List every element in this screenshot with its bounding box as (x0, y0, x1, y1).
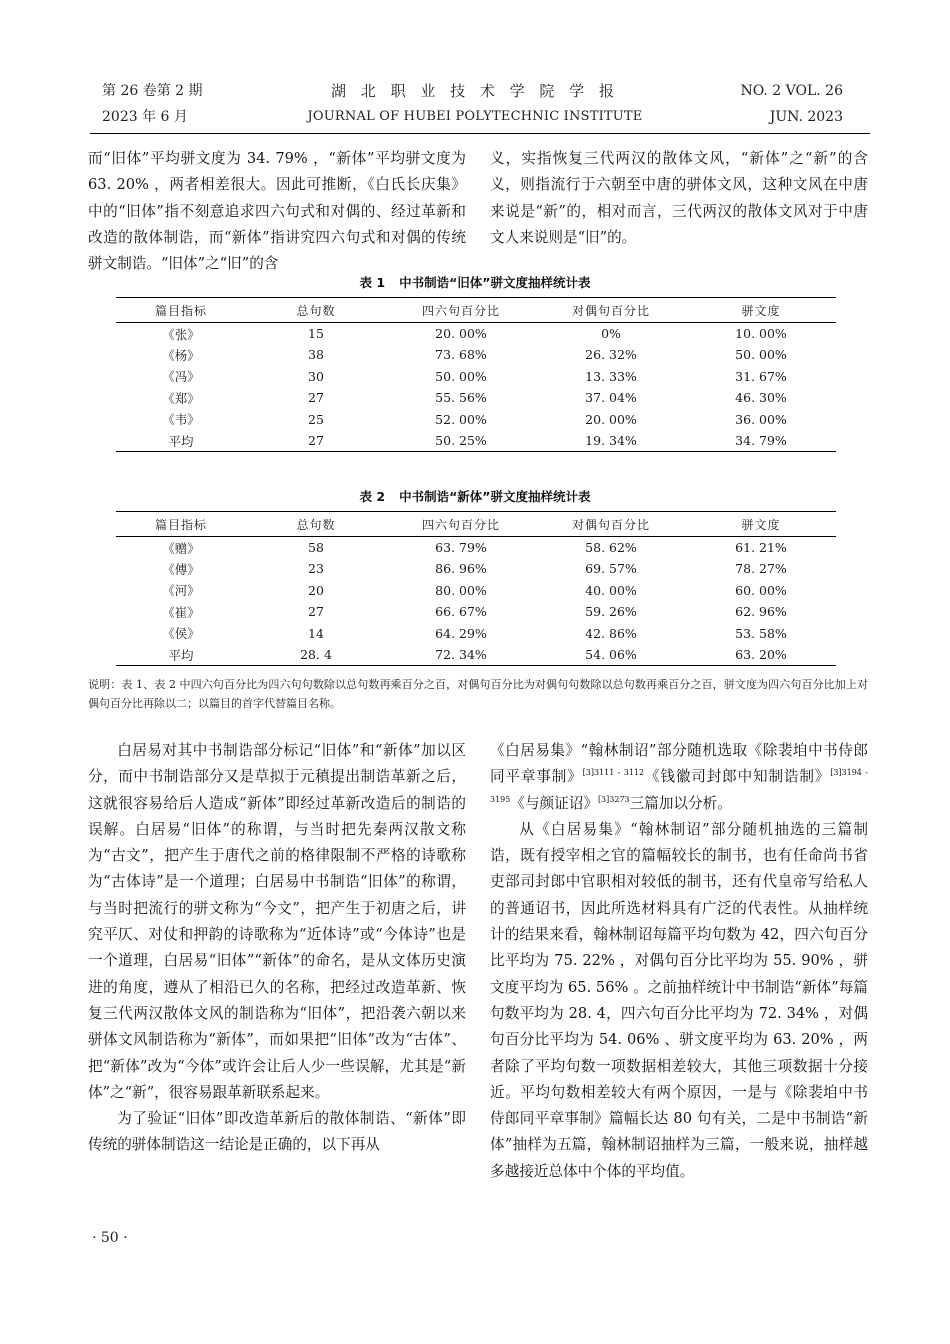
table-row (116, 580, 836, 602)
table-cell: 54. 06% (536, 644, 686, 666)
table1-caption (0, 273, 950, 291)
table-cell: 63. 79% (435, 540, 487, 555)
table-cell: 55. 56% (435, 390, 487, 406)
table-cell: 78. 27% (735, 561, 787, 577)
table-row (116, 623, 836, 645)
column-header: 四六句百分比 (386, 512, 536, 537)
table-cell: 20. 00% (585, 411, 637, 427)
table-row-average (116, 644, 836, 666)
issue-number-en: NO. 2 VOL. 26 (740, 83, 843, 99)
table-cell: 36. 00% (735, 411, 787, 427)
table-cell: 《杨》 (162, 347, 200, 363)
table-cell: 0% (601, 326, 621, 341)
paragraph: 白居易对其中书制诰部分标记“旧体”和“新体”加以区分，而中书制诰部分又是草拟于元稹提出制诰革新之后，这就很容易给后人造成“新体”即经过革新改造后的制诰的误解。白居易“旧体”的称谓，与当时把先秦两汉散文称为“古文”，把产生于唐代之前的格律限制不严格的诗歌称为“古体诗”是一个道理；白居易中书制诰“旧体”的称谓，与当时把流行的骈文称为“今文”，把产生于初唐之后，讲究平仄、对仗和押韵的诗歌称为“近体诗”或“今体诗”也是一个道理，白居易“旧体”“新体”的命名，是从文体历史演进的角度，遵从了相沿已久的名称，把经过改造革新、恢复三代两汉散体文风的制诰称为“旧体”，把沿袭六朝以来骈体文风制诰称为“新体”，而如果把“旧体”改为“古体”、把“新体”改为“今体”或许会让后人少一些误解，尤其是“新体”之“新”，很容易跟革新联系起来。 (88, 742, 466, 1101)
table-cell: 《傅》 (162, 561, 200, 577)
table-cell: 50. 00% (735, 347, 787, 363)
table-row (116, 537, 836, 559)
table-cell: 平均 (116, 430, 246, 452)
table-cell: 15 (308, 326, 324, 341)
table-cell: 20 (308, 582, 324, 598)
table2-caption (0, 487, 950, 505)
column-header: 篇目指标 (116, 298, 246, 323)
table-cell: 10. 00% (735, 326, 787, 341)
table-cell: 《韦》 (162, 412, 200, 428)
table-cell: 《河》 (162, 583, 200, 599)
date-en: JUN. 2023 (769, 109, 843, 125)
paragraph: 义，实指恢复三代两汉的散体文风，“新体”之“新”的含义，则指流行于六朝至中唐的骈体文风，这种文风在中唐来说是“新”的，相对而言，三代两汉的散体文风对于中唐文人来说则是“旧”的。 (490, 150, 868, 246)
header-rule (90, 133, 870, 134)
top-text-right (490, 146, 868, 251)
column-header: 总句数 (246, 298, 386, 323)
table-cell: 37. 04% (585, 390, 637, 406)
table-cell: 64. 29% (435, 625, 487, 641)
body-right-column (490, 738, 868, 1185)
column-header: 篇目指标 (116, 512, 246, 537)
table-cell: 《郑》 (162, 390, 200, 406)
paragraph: 为了验证“旧体”即改造革新后的散体制诰、“新体”即传统的骈体制诰这一结论是正确的，以下再从 (88, 1110, 466, 1154)
text-run: 《白居易集》“翰林制诏”部分随机选取《除裴垍中书侍郎同平章事制》 (490, 742, 868, 786)
table-cell: 27 (308, 390, 324, 406)
table-cell: 52. 00% (435, 411, 487, 427)
table-cell: 50. 00% (435, 368, 487, 384)
table-cell: 14 (308, 625, 324, 641)
table-cell: 42. 86% (585, 625, 637, 641)
table-cell: 34. 79% (686, 430, 836, 452)
table-cell: 《张》 (162, 326, 200, 342)
table-row-average (116, 430, 836, 452)
table-cell: 13. 33% (585, 368, 637, 384)
table1-title: 中书制诰“旧体”骈文度抽样统计表 (399, 275, 591, 290)
table-cell: 66. 67% (435, 604, 487, 620)
table-cell: 53. 58% (735, 625, 787, 641)
table-cell: 61. 21% (735, 540, 787, 555)
table-cell: 38 (308, 347, 324, 363)
journal-title-en: JOURNAL OF HUBEI POLYTECHNIC INSTITUTE (307, 109, 643, 124)
table-row (116, 323, 836, 345)
table-cell: 平均 (116, 644, 246, 666)
page-number: · 50 · (92, 1230, 128, 1246)
table-row (116, 344, 836, 366)
column-header: 对偶句百分比 (536, 298, 686, 323)
table-cell: 58. 62% (585, 540, 637, 555)
paragraph (490, 738, 868, 817)
table-cell: 25 (308, 411, 324, 427)
column-header: 对偶句百分比 (536, 512, 686, 537)
table-cell: 28. 4 (246, 644, 386, 666)
table-note: 说明：表 1、表 2 中四六句百分比为四六句句数除以总句数再乘百分之百，对偶句百分比为对偶句句数除以总句数再乘百分之百，骈文度为四六句百分比加上对偶句百分比再除以二；以篇目的首字代替篇目名称。 (88, 678, 868, 710)
citation: [3]3111 - 3112 (582, 768, 645, 778)
table-cell: 23 (308, 561, 324, 577)
table-cell: 《崔》 (162, 604, 200, 620)
table-cell: 27 (246, 430, 386, 452)
table-cell: 58 (308, 540, 324, 555)
column-header: 骈文度 (686, 298, 836, 323)
journal-title-cn: 湖 北 职 业 技 术 学 院 学 报 (331, 82, 619, 100)
table-cell: 26. 32% (585, 347, 637, 363)
table-cell: 72. 34% (386, 644, 536, 666)
table-cell: 62. 96% (735, 604, 787, 620)
table-header-row (116, 298, 836, 323)
paragraph: 而“旧体”平均骈文度为 34. 79% ，“新体”平均骈文度为 63. 20% ，两者相差很大。因此可推断，《白氏长庆集》中的“旧体”指不刻意追求四六句式和对偶的、经过革新和改造的散体制诰，而“新体”指讲究四六句式和对偶的传统骈文制诰。“旧体”之“旧”的含 (88, 150, 466, 273)
table-cell: 40. 00% (585, 582, 637, 598)
body-left-column (88, 738, 466, 1159)
table-cell: 《侯》 (162, 626, 200, 642)
table-cell: 80. 00% (435, 582, 487, 598)
table-row (116, 366, 836, 388)
table-cell: 59. 26% (585, 604, 637, 620)
text-run: 《钱徽司封郎中知制诰制》 (644, 768, 831, 786)
text-run: 三篇加以分析。 (629, 794, 732, 812)
table2-title: 中书制诰“新体”骈文度抽样统计表 (399, 489, 591, 504)
table-cell: 27 (308, 604, 324, 620)
table-cell: 63. 20% (686, 644, 836, 666)
table-row (116, 601, 836, 623)
table-cell: 69. 57% (585, 561, 637, 577)
table-row (116, 387, 836, 409)
table-cell: 86. 96% (435, 561, 487, 577)
table-header-row (116, 512, 836, 537)
table-cell: 《赠》 (162, 540, 200, 556)
column-header: 骈文度 (686, 512, 836, 537)
paragraph: 从《白居易集》“翰林制诏”部分随机抽选的三篇制诰，既有授宰相之官的篇幅较长的制书，也有任命尚书省吏部司封郎中官职相对较低的制书，还有代皇帝写给私人的普通诏书，因此所选材料具有广泛的代表性。从抽样统计的结果来看，翰林制诏每篇平均句数为 42，四六句百分比平均为 75. 22% ，对偶句百分比平均为 55. 90% ，骈文度平均为 65. 56% 。之前抽样统计中书制诰“新体”每篇句数平均为 28. 4，四六句百分比平均为 72. 34% ，对偶句百分比平均为 54. 06% 、骈文度平均为 63. 20% ，两者除了平均句数一项数据相差较大，其他三项数据十分接近。平均句数相差较大有两个原因，一是与《除裴垍中书侍郎同平章事制》篇幅长达 80 句有关，二是中书制诰“新体”抽样为五篇，翰林制诏抽样为三篇，一般来说，抽样越多越接近总体中个体的平均值。 (490, 820, 868, 1180)
header-right (740, 78, 843, 130)
table-cell: 20. 00% (435, 326, 487, 341)
table-cell: 60. 00% (735, 582, 787, 598)
table2-number: 表 2 (359, 489, 386, 504)
volume-issue: 第 26 卷第 2 期 (102, 83, 203, 99)
table-cell: 《冯》 (162, 369, 200, 385)
table-cell: 73. 68% (435, 347, 487, 363)
table-cell: 46. 30% (735, 390, 787, 406)
publish-date: 2023 年 6 月 (102, 109, 188, 125)
table-cell: 19. 34% (536, 430, 686, 452)
column-header: 总句数 (246, 512, 386, 537)
citation: [3]3273 (597, 794, 630, 804)
column-header: 四六句百分比 (386, 298, 536, 323)
table2 (116, 511, 836, 666)
table1-number: 表 1 (359, 275, 386, 290)
table1 (116, 297, 836, 452)
text-run: 《与颜证诏》 (510, 794, 598, 812)
table-cell: 31. 67% (735, 368, 787, 384)
top-text-left (88, 146, 466, 277)
citation: [3]3194 - 3195 (490, 768, 868, 804)
table-row (116, 558, 836, 580)
table-row (116, 409, 836, 431)
table-cell: 50. 25% (386, 430, 536, 452)
table-cell: 30 (308, 368, 324, 384)
